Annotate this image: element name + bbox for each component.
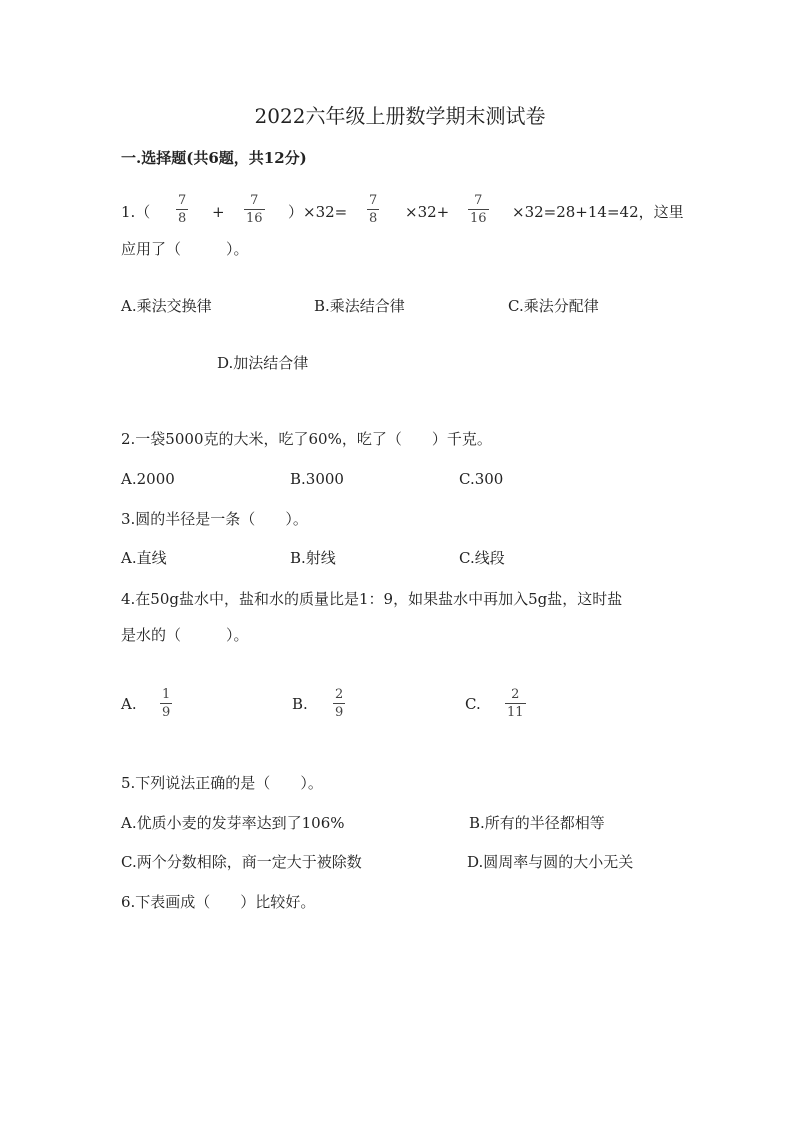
q4-line-1: 4.在50g盐水中，盐和水的质量比是1：9，如果盐水中再加入5g盐，这时盐 xyxy=(121,590,623,608)
fraction-denominator: 16 xyxy=(246,211,263,226)
q5-option-b: B.所有的半径都相等 xyxy=(469,814,605,832)
q2-option-c: C.300 xyxy=(459,470,504,488)
fraction-numerator: 7 xyxy=(178,193,187,208)
q3-option-c: C.线段 xyxy=(459,549,505,567)
q2-text: 2.一袋5000克的大米，吃了60%，吃了（ ）千克。 xyxy=(121,430,492,448)
fraction-bar xyxy=(367,209,379,210)
fraction-bar xyxy=(244,209,265,210)
q2-option-a: A.2000 xyxy=(121,470,175,488)
q1-option-b: B.乘法结合律 xyxy=(314,297,405,315)
q4-option-c-fraction xyxy=(505,687,526,720)
q5-text: 5.下列说法正确的是（ ）。 xyxy=(121,774,323,792)
q1-option-a: A.乘法交换律 xyxy=(121,297,212,315)
fraction-denominator: 8 xyxy=(178,211,187,226)
fraction-bar xyxy=(505,703,526,704)
fraction-denominator: 9 xyxy=(162,705,171,720)
q4-option-a-label: A. xyxy=(121,695,137,713)
q5-option-a: A.优质小麦的发芽率达到了106% xyxy=(121,814,345,832)
q1-option-d: D.加法结合律 xyxy=(217,354,309,372)
q5-option-c: C.两个分数相除，商一定大于被除数 xyxy=(121,853,362,871)
q6-text: 6.下表画成（ ）比较好。 xyxy=(121,893,316,911)
fraction-denominator: 8 xyxy=(369,211,378,226)
q1-mid-1: ）×32= xyxy=(288,203,348,221)
fraction-bar xyxy=(160,703,172,704)
fraction-numerator: 1 xyxy=(162,687,171,702)
page-title: 2022六年级上册数学期末测试卷 xyxy=(254,104,546,128)
q4-option-c-label: C. xyxy=(465,695,481,713)
fraction-bar xyxy=(333,703,345,704)
q3-option-a: A.直线 xyxy=(121,549,167,567)
section-heading: 一.选择题(共6题，共12分) xyxy=(121,149,307,167)
q1-fraction-4 xyxy=(468,193,489,226)
q1-fraction-1 xyxy=(176,193,188,226)
q3-option-b: B.射线 xyxy=(290,549,336,567)
q1-fraction-2 xyxy=(244,193,265,226)
fraction-denominator: 9 xyxy=(335,705,344,720)
fraction-denominator: 11 xyxy=(507,705,524,720)
q4-option-b-fraction xyxy=(333,687,345,720)
q4-option-b-label: B. xyxy=(292,695,308,713)
fraction-numerator: 2 xyxy=(511,687,520,702)
q3-text: 3.圆的半径是一条（ ）。 xyxy=(121,510,308,528)
q1-line-2: 应用了（ ）。 xyxy=(121,240,249,258)
fraction-denominator: 16 xyxy=(470,211,487,226)
q1-end: ×32=28+14=42，这里 xyxy=(512,203,684,221)
q1-fraction-3 xyxy=(367,193,379,226)
fraction-bar xyxy=(468,209,489,210)
fraction-numerator: 7 xyxy=(250,193,259,208)
q1-mid-2: ×32+ xyxy=(405,203,450,221)
q1-plus: + xyxy=(212,203,225,221)
q4-option-a-fraction xyxy=(160,687,172,720)
q4-line-2: 是水的（ ）。 xyxy=(121,626,249,644)
q5-option-d: D.圆周率与圆的大小无关 xyxy=(467,853,634,871)
q2-option-b: B.3000 xyxy=(290,470,344,488)
q1-open: 1.（ xyxy=(121,203,151,221)
fraction-numerator: 2 xyxy=(335,687,344,702)
q1-option-c: C.乘法分配律 xyxy=(508,297,599,315)
fraction-numerator: 7 xyxy=(474,193,483,208)
fraction-numerator: 7 xyxy=(369,193,378,208)
fraction-bar xyxy=(176,209,188,210)
